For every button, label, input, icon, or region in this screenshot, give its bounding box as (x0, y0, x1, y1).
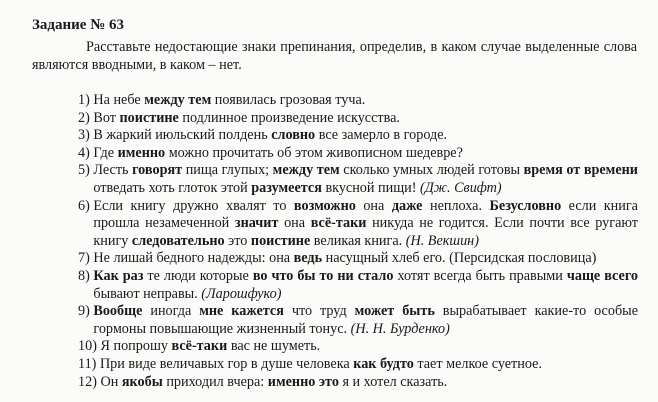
highlighted-word: время от времени (523, 162, 638, 179)
highlighted-word: во что бы то ни стало (252, 267, 394, 284)
highlighted-word: всё-таки (171, 338, 228, 355)
sentence-item (78, 198, 638, 251)
sentence-number: 5) (78, 162, 94, 179)
sentence-item (78, 110, 638, 128)
highlighted-word: мне кажется (199, 303, 284, 320)
sentence-fragment: В жаркий июльский полдень (93, 127, 272, 144)
sentence-fragment: все замерло в городе. (315, 127, 448, 144)
highlighted-word: чаще всего (566, 267, 639, 284)
sentence-number: 7) (78, 250, 94, 267)
sentence-item (78, 162, 638, 197)
sentence-fragment: неплоха. (422, 197, 490, 214)
sentence-fragment: Лесть (93, 162, 133, 179)
sentence-item (78, 338, 638, 356)
sentence-number: 9) (78, 303, 94, 320)
sentence-fragment: вкусной пищи! (321, 179, 421, 196)
sentence-fragment: я и хотел сказать. (338, 373, 448, 390)
sentence-fragment: появилась грозовая туча. (211, 92, 366, 108)
sentence-item (78, 356, 638, 374)
sentence-text (93, 303, 638, 338)
highlighted-word: говорят (132, 162, 183, 179)
sentence-text (93, 127, 638, 145)
highlighted-word: якобы (121, 373, 163, 390)
sentence-number: 11) (78, 355, 100, 372)
sentence-fragment: бывают неправы. (93, 285, 202, 302)
sentence-fragment: иногда (142, 303, 200, 320)
highlighted-word: поистине (119, 109, 179, 126)
sentence-text (93, 198, 638, 251)
sentence-number: 8) (78, 267, 94, 284)
highlighted-word: возможно (293, 197, 356, 214)
sentence-fragment: насущный хлеб его. (Персидская пословица) (322, 250, 597, 267)
sentence-fragment: если книга прошла незамеченной (93, 197, 638, 232)
task-instructions: Расставьте недостающие знаки препинания, определив, в каком случае выделенные слова являются вводными, в каком – нет. (32, 39, 637, 73)
sentence-fragment: Вот (93, 109, 120, 126)
sentence-item (78, 303, 638, 338)
highlighted-word: разумеется (251, 179, 322, 196)
sentence-text (93, 162, 638, 197)
quote-source: (Ларошфуко) (201, 285, 282, 302)
sentence-fragment: пища глупых; (182, 162, 273, 179)
highlighted-word: ведь (293, 250, 323, 267)
highlighted-word: Безусловно (489, 197, 562, 214)
sentence-fragment: вас не шуметь. (227, 338, 321, 355)
highlighted-word: как будто (353, 355, 414, 372)
sentence-text (93, 145, 638, 163)
highlighted-word: значит (234, 215, 279, 232)
sentence-fragment: она (278, 215, 311, 232)
sentence-number: 12) (78, 373, 101, 390)
sentence-text (100, 356, 638, 374)
quote-source: (Дж. Свифт) (420, 179, 502, 196)
sentence-fragment: хотят всегда быть правыми (393, 267, 567, 284)
sentence-fragment: Не лишай бедного надежды: она (93, 250, 294, 267)
sentence-fragment: великая книга. (310, 232, 406, 249)
highlighted-word: Как раз (93, 267, 144, 284)
sentence-fragment: приходил вчера: (162, 373, 268, 390)
sentence-number: 10) (78, 338, 101, 355)
sentence-item (78, 145, 638, 163)
highlighted-word: между тем (144, 92, 212, 108)
sentence-number: 4) (78, 144, 94, 161)
sentence-text (93, 250, 638, 268)
sentence-fragment: тает мелкое суетное. (413, 355, 542, 372)
sentence-fragment: На небе (93, 92, 145, 108)
sentence-text (100, 374, 638, 392)
sentence-fragment: подлинное произведение искусства. (178, 109, 400, 126)
sentence-text (93, 110, 638, 128)
sentence-list (78, 92, 638, 391)
sentence-fragment: При виде величавых гор в душе человека (99, 355, 354, 372)
task-title: Задание № 63 (32, 17, 125, 33)
sentence-fragment: отведать хоть глоток этой (93, 179, 252, 196)
sentence-fragment: никуда не годится. Если почти все ругают книгу (93, 215, 638, 249)
sentence-number: 2) (78, 109, 94, 126)
highlighted-word: даже (391, 197, 423, 214)
sentence-text (100, 338, 638, 356)
sentence-fragment: те люди которые (143, 267, 253, 284)
sentence-text (93, 268, 638, 303)
sentence-item (78, 92, 638, 110)
sentence-fragment: она (355, 197, 392, 214)
highlighted-word: словно (271, 127, 316, 144)
sentence-number: 3) (78, 127, 94, 144)
sentence-fragment: Если книгу дружно хвалят то (93, 197, 294, 214)
highlighted-word: поистине (250, 232, 311, 249)
sentence-fragment: что труд (283, 303, 355, 320)
highlighted-word: именно (117, 144, 166, 161)
sentence-number: 1) (78, 92, 94, 108)
highlighted-word: следовательно (131, 232, 225, 249)
highlighted-word: может быть (354, 303, 435, 320)
sentence-fragment: сколько умных людей готовы (339, 162, 524, 179)
sentence-fragment: Где (93, 144, 118, 161)
quote-source: (Н. Векшин) (405, 232, 479, 249)
sentence-number: 6) (78, 197, 94, 214)
quote-source: (Н. Н. Бурденко) (350, 320, 450, 337)
sentence-fragment: Он (100, 373, 122, 390)
sentence-text (93, 92, 638, 110)
sentence-fragment: Я попрошу (100, 338, 172, 355)
highlighted-word: именно это (267, 373, 339, 390)
sentence-item (78, 250, 638, 268)
sentence-item (78, 127, 638, 145)
highlighted-word: всё-таки (310, 215, 367, 232)
sentence-fragment: можно прочитать об этом живописном шедевре? (165, 144, 463, 161)
sentence-item (78, 374, 638, 392)
highlighted-word: Вообще (93, 303, 143, 320)
sentence-item (78, 268, 638, 303)
sentence-fragment: это (224, 232, 251, 249)
sentence-fragment: вырабатывает какие-то особые гормоны повышающие жизненный тонус. (93, 303, 638, 337)
highlighted-word: между тем (272, 162, 340, 179)
